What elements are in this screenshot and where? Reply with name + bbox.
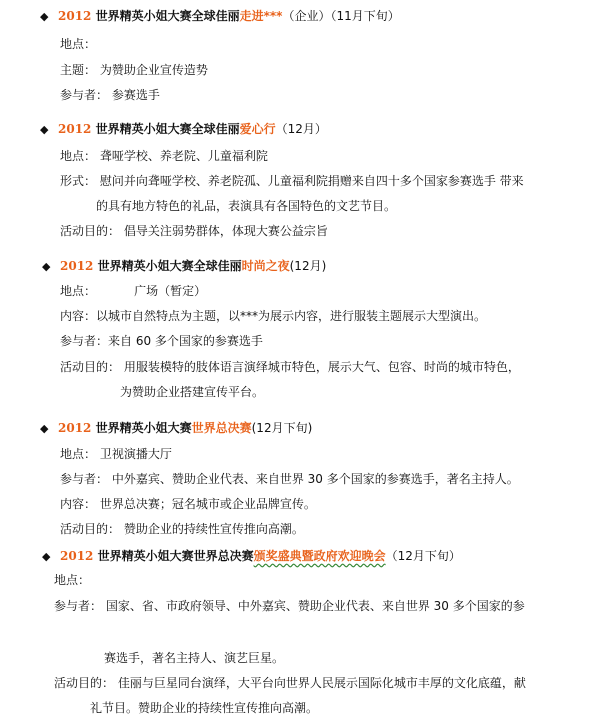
section-2-line: 地点： 聋哑学校、养老院、儿童福利院 [60,149,268,163]
black-diamond-icon: ◆ [40,123,49,136]
black-diamond-icon: ◆ [42,260,51,273]
section-1-heading [40,8,400,25]
section-5-line: 地点： [54,573,91,587]
section-2-heading [40,121,327,138]
section-5-line: 赛选手，著名主持人、演艺巨星。 [104,651,285,665]
section-3-line: 内容：以城市自然特点为主题，以***为展示内容，进行服装主题展示大型演出。 [60,309,487,323]
section-2-line: 活动目的： 倡导关注弱势群体，体现大赛公益宗旨 [60,224,328,238]
section-5-line: 活动目的： 佳丽与巨星同台演绎，大平台向世界人民展示国际化城市丰厚的文化底蕴，献 [54,676,526,690]
section-5-heading [42,548,461,565]
section-3-heading [42,258,326,275]
heading-year: 2012 [60,549,94,563]
section-5-line: 参与者： 国家、省、市政府领导、中外嘉宾、赞助企业代表、来自世界 30 多个国家的参 [54,599,525,613]
heading-brand: 世界精英小姐大赛全球佳丽 [97,259,242,273]
heading-brand: 世界精英小姐大赛全球佳丽 [95,122,240,136]
black-diamond-icon: ◆ [42,550,51,563]
heading-suffix: (12月) [289,259,327,273]
heading-brand: 世界精英小姐大赛 [95,421,192,435]
heading-highlight: 颁奖盛典暨政府欢迎晚会 [253,549,386,563]
heading-highlight: 世界总决赛 [191,421,252,435]
heading-highlight: 时尚之夜 [241,259,290,273]
section-5-line: 礼节目。赞助企业的持续性宣传推向高潮。 [90,701,319,715]
section-1-line: 参与者： 参赛选手 [60,88,160,102]
section-4-line: 活动目的： 赞助企业的持续性宣传推向高潮。 [60,522,304,536]
heading-suffix: （企业）（11月下旬） [282,9,400,23]
section-3-line: 地点： 广场（暂定） [60,284,207,298]
section-2-line: 形式： 慰问并向聋哑学校、养老院孤、儿童福利院捐赠来自四十多个国家参赛选手 带来 [60,174,524,188]
section-3-line: 参与者：来自 60 多个国家的参赛选手 [60,334,263,348]
heading-suffix: （12月下旬） [385,549,461,563]
heading-suffix: (12月下旬) [251,421,313,435]
heading-year: 2012 [58,9,92,23]
heading-brand: 世界精英小姐大赛世界总决赛 [97,549,254,563]
section-2-line: 的具有地方特色的礼品，表演具有各国特色的文艺节目。 [96,199,397,213]
black-diamond-icon: ◆ [40,422,49,435]
section-1-line: 地点： [60,37,97,51]
section-4-line: 内容： 世界总决赛；冠名城市或企业品牌宣传。 [60,497,316,511]
heading-highlight: 走进*** [239,9,283,23]
heading-year: 2012 [58,122,92,136]
heading-brand: 世界精英小姐大赛全球佳丽 [95,9,240,23]
heading-suffix: （12月） [275,122,327,136]
black-diamond-icon: ◆ [40,10,49,23]
section-1-line: 主题： 为赞助企业宣传造势 [60,63,208,77]
section-4-line: 参与者： 中外嘉宾、赞助企业代表、来自世界 30 多个国家的参赛选手，著名主持人。 [60,472,519,486]
section-4-line: 地点： 卫视演播大厅 [60,447,172,461]
section-3-line: 活动目的： 用服装模特的肢体语言演绎城市特色，展示大气、包容、时尚的城市特色， [60,360,520,374]
section-3-line: 为赞助企业搭建宣传平台。 [120,385,265,399]
heading-year: 2012 [60,259,94,273]
section-4-heading [40,420,312,437]
heading-year: 2012 [58,421,92,435]
heading-highlight: 爱心行 [239,122,276,136]
